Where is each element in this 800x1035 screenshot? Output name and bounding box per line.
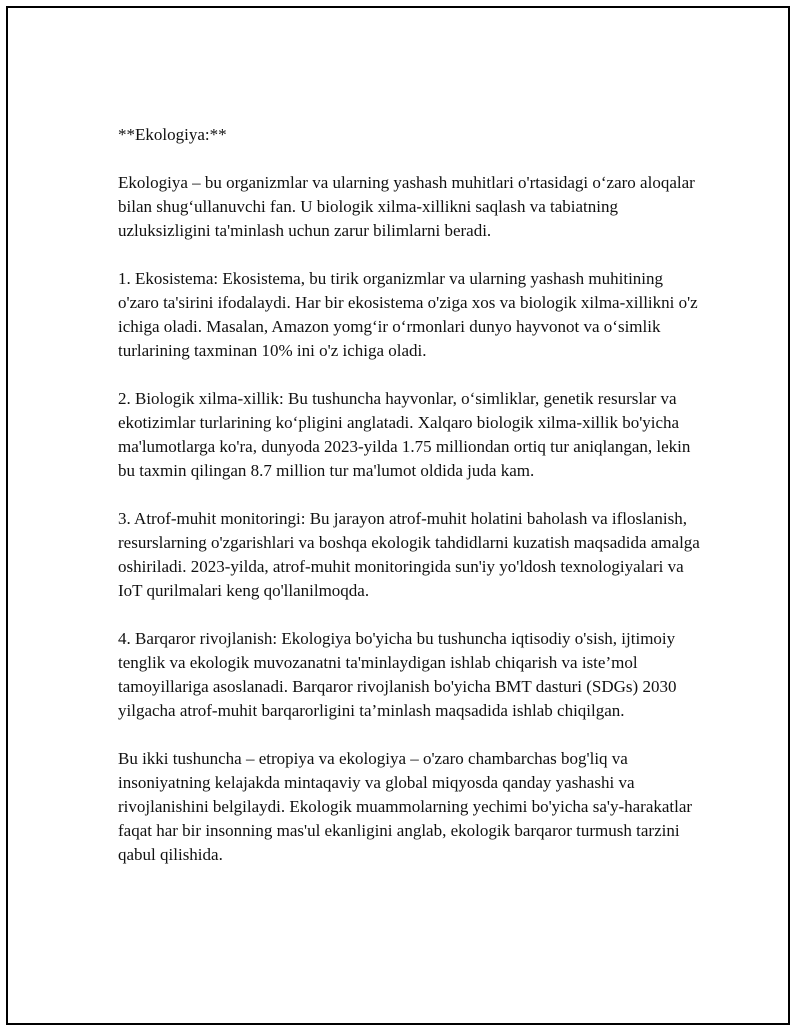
paragraph-intro: Ekologiya – bu organizmlar va ularning yashash muhitlari o'rtasidagi o‘zaro aloqalar bilan shug‘ullanuvchi fan. U biologik xilma-xillikni saqlash va tabiatning uzluksizligini ta'minlash uchun zarur bilimlarni beradi. [118,173,695,240]
paragraph-biodiversity: 2. Biologik xilma-xillik: Bu tushuncha hayvonlar, o‘simliklar, genetik resurslar va ekotizimlar turlarining ko‘pligini anglatadi. Xalqaro biologik xilma-xillik bo'yicha ma'lumotlarga ko'ra, dunyoda 2023-yilda 1.75 milliondan ortiq tur aniqlangan, lekin bu taxmin qilingan 8.7 million tur ma'lumot oldida juda kam. [118,389,691,480]
paragraph-sustainable-development: 4. Barqaror rivojlanish: Ekologiya bo'yicha bu tushuncha iqtisodiy o'sish, ijtimoiy tenglik va ekologik muvozanatni ta'minlaydigan ishlab chiqarish va iste’mol tamoyillariga asoslanadi. Barqaror rivojlanish bo'yicha BMT dasturi (SDGs) 2030 yilgacha atrof-muhit barqarorligini ta’minlash maqsadida ishlab chiqilgan. [118,629,677,720]
document-body [118,123,708,891]
paragraph-ecosystem: 1. Ekosistema: Ekosistema, bu tirik organizmlar va ularning yashash muhitining o'zaro ta'sirini ifodalaydi. Har bir ekosistema o'ziga xos va biologik xilma-xillikni o'z ichiga oladi. Masalan, Amazon yomg‘ir o‘rmonlari dunyo hayvonot va o‘simlik turlarining taxminan 10% ini o'z ichiga oladi. [118,269,698,360]
paragraph-monitoring: 3. Atrof-muhit monitoringi: Bu jarayon atrof-muhit holatini baholash va ifloslanish, resurslarning o'zgarishlari va boshqa ekologik tahdidlarni kuzatish maqsadida amalga oshiriladi. 2023-yilda, atrof-muhit monitoringida sun'iy yo'ldosh texnologiyalari va IoT qurilmalari keng qo'llanilmoqda. [118,509,700,600]
document-page [6,6,790,1025]
paragraph-conclusion: Bu ikki tushuncha – etropiya va ekologiya – o'zaro chambarchas bog'liq va insoniyatning kelajakda mintaqaviy va global miqyosda qanday yashashi va rivojlanishini belgilaydi. Ekologik muammolarning yechimi bo'yicha sa'y-harakatlar faqat har bir insonning mas'ul ekanligini anglab, ekologik barqaror turmush tarzini qabul qilishida. [118,749,693,864]
document-heading: **Ekologiya:** [118,125,227,144]
